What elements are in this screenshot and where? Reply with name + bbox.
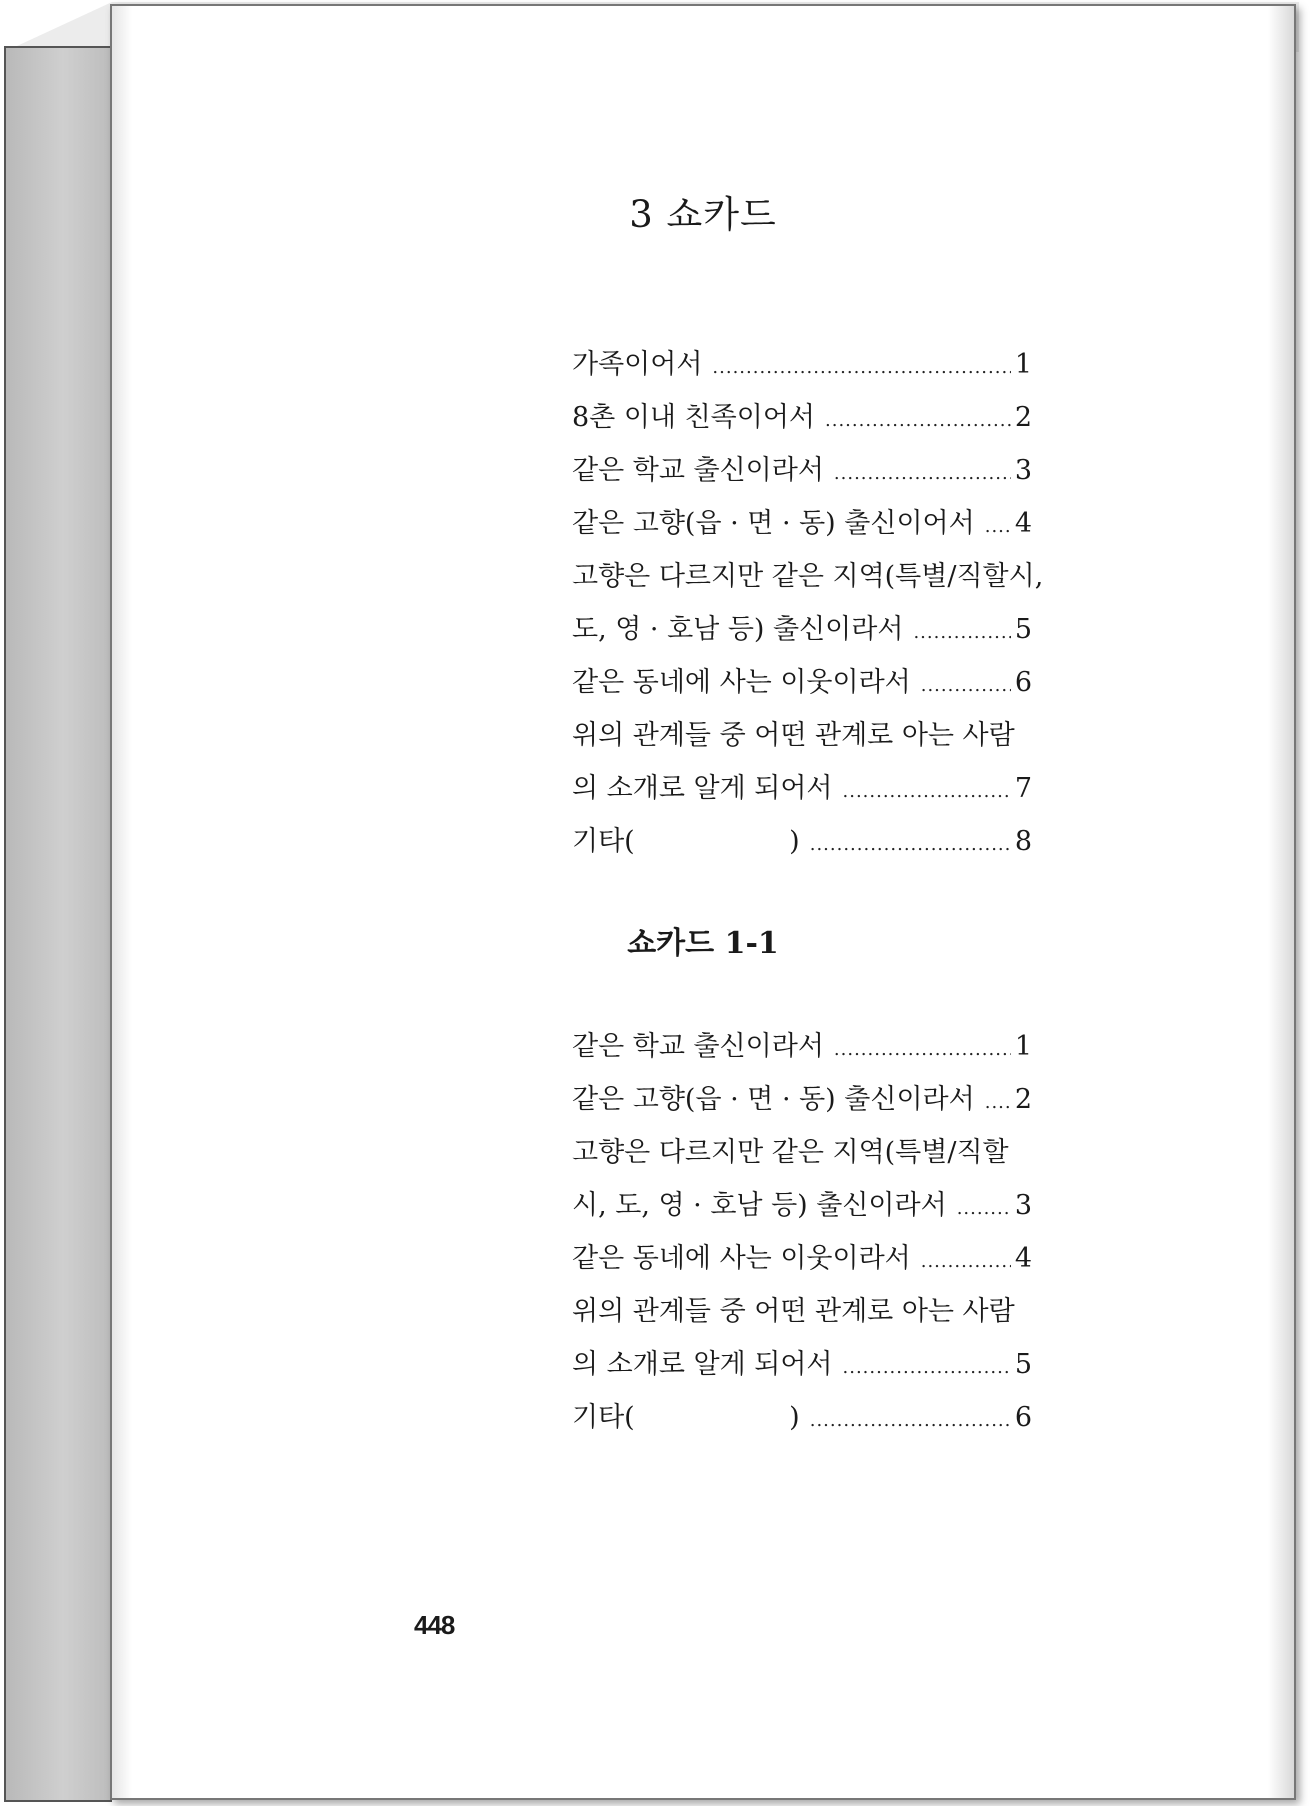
list-item: 8촌 이내 친족이어서 ..... 2 xyxy=(572,391,1032,444)
list-item: 같은 동네에 사는 이웃이라서 ..... 4 xyxy=(572,1232,1032,1285)
book-page xyxy=(110,4,1296,1800)
list-item: 기타( ) ..... 6 xyxy=(572,1391,1032,1444)
list-item: 같은 동네에 사는 이웃이라서 ..... 6 xyxy=(572,656,1032,709)
list-item: 가족이어서 ..... 1 xyxy=(572,338,1032,391)
show-card-1-1-list xyxy=(572,1020,1032,1444)
list-item: 의 소개로 알게 되어서 ..... 5 xyxy=(572,1338,1032,1391)
list-item: 도, 영 · 호남 등) 출신이라서 ..... 5 xyxy=(572,603,1032,656)
section-title: 3 쇼카드 xyxy=(629,193,777,236)
page-gutter-shade xyxy=(112,6,132,1798)
show-card-3-list xyxy=(572,338,1044,868)
list-item: 기타( ) ..... 8 xyxy=(572,815,1032,868)
list-item-continued: 위의 관계들 중 어떤 관계로 아는 사람 xyxy=(572,720,1015,751)
page-edge-shade xyxy=(1268,6,1294,1798)
subsection-title: 쇼카드 1-1 xyxy=(627,926,779,961)
list-item: 같은 고향(읍 · 면 · 동) 출신이어서 ..... 4 xyxy=(572,497,1032,550)
page-number: 448 xyxy=(414,1610,455,1640)
list-item: 같은 학교 출신이라서 ..... 3 xyxy=(572,444,1032,497)
book-spine xyxy=(4,46,112,1802)
list-item-continued: 고향은 다르지만 같은 지역(특별/직할시, xyxy=(572,561,1044,592)
list-item: 의 소개로 알게 되어서 ..... 7 xyxy=(572,762,1032,815)
list-item: 시, 도, 영 · 호남 등) 출신이라서 ..... 3 xyxy=(572,1179,1032,1232)
list-item: 같은 고향(읍 · 면 · 동) 출신이라서 ..... 2 xyxy=(572,1073,1032,1126)
list-item-continued: 고향은 다르지만 같은 지역(특별/직할 xyxy=(572,1137,1009,1168)
list-item: 같은 학교 출신이라서 ..... 1 xyxy=(572,1020,1032,1073)
list-item-continued: 위의 관계들 중 어떤 관계로 아는 사람 xyxy=(572,1296,1015,1327)
